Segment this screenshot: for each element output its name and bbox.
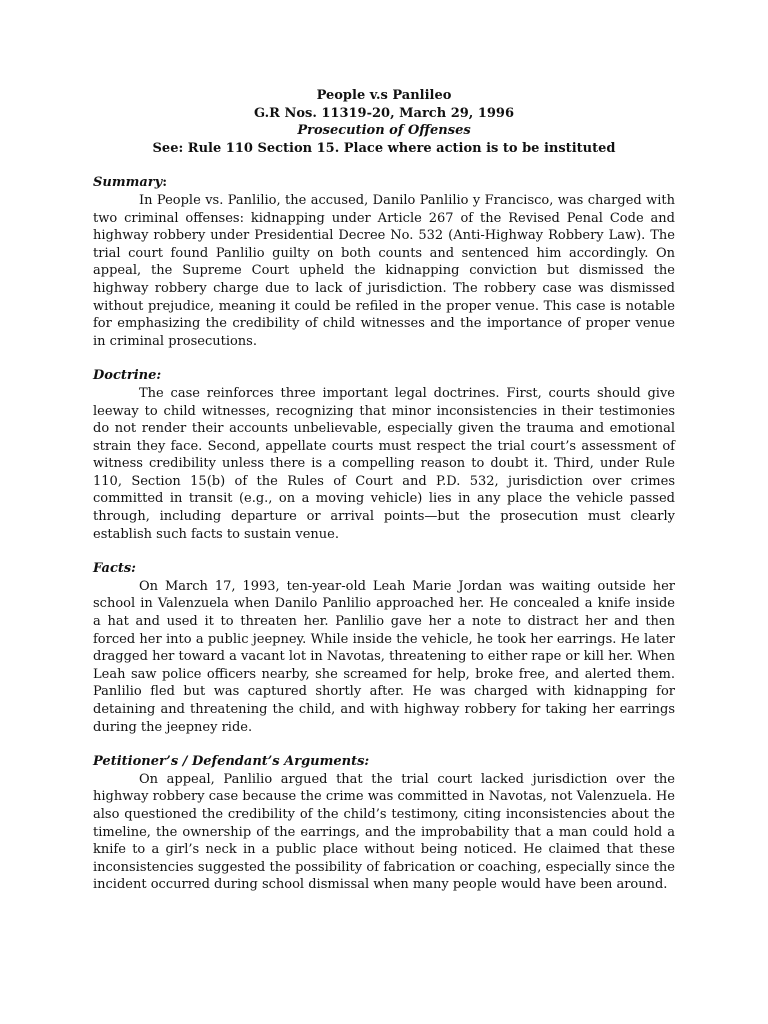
- document-header: [93, 87, 675, 157]
- document-page: [93, 87, 675, 894]
- doctrine-heading: Doctrine:: [93, 368, 162, 384]
- rule-reference: See: Rule 110 Section 15. Place where action is to be instituted: [152, 140, 616, 156]
- doctrine-paragraph: The case reinforces three important legal doctrines. First, courts should give leeway to child witnesses, recognizing that minor inconsistencies in their testimonies do not render their accounts unbelievable, especially given the trauma and emotional strain they face. Second, appellate courts must respect the trial court’s assessment of witness credibility unless there is a compelling reason to doubt it. Third, under Rule 110, Section 15(b) of the Rules of Court and P.D. 532, jurisdiction over crimes committed in transit (e.g., on a moving vehicle) lies in any place the vehicle passed through, including departure or arrival points—but the prosecution must clearly establish such facts to sustain venue.: [93, 385, 675, 542]
- arguments-paragraph: On appeal, Panlilio argued that the trial court lacked jurisdiction over the highway robbery case because the crime was committed in Navotas, not Valenzuela. He also questioned the credibility of the child’s testimony, citing inconsistencies about the timeline, the ownership of the earrings, and the improbability that a man could hold a knife to a girl’s neck in a public place without being noticed. He claimed that these inconsistencies suggested the possibility of fabrication or coaching, especially since the incident occurred during school dismissal when many people would have been around.: [93, 771, 675, 893]
- facts-heading: Facts:: [93, 561, 136, 577]
- case-title: People v.s Panlileo: [316, 88, 452, 103]
- arguments-heading: Petitioner’s / Defendant’s Arguments:: [93, 754, 370, 770]
- summary-section: [93, 174, 675, 350]
- facts-paragraph: On March 17, 1993, ten-year-old Leah Marie Jordan was waiting outside her school in Valenzuela when Danilo Panlilio approached her. He concealed a knife inside a hat and used it to threaten her. Panlilio gave her a note to distract her and then forced her into a public jeepney. While inside the vehicle, he took her earrings. He later dragged her toward a vacant lot in Navotas, threatening to either rape or kill her. When Leah saw police officers nearby, she screamed for help, broke free, and alerted them. Panlilio fled but was captured shortly after. He was charged with kidnapping for detaining and threatening the child, and with highway robbery for taking her earrings during the jeepney ride.: [93, 578, 675, 735]
- summary-heading-colon: :: [162, 175, 167, 191]
- arguments-section: [93, 753, 675, 894]
- case-subject: Prosecution of Offenses: [297, 123, 471, 139]
- facts-section: [93, 560, 675, 736]
- summary-paragraph: In People vs. Panlilio, the accused, Danilo Panlilio y Francisco, was charged with two criminal offenses: kidnapping under Article 267 of the Revised Penal Code and highway robbery under Presidential Decree No. 532 (Anti-Highway Robbery Law). The trial court found Panlilio guilty on both counts and sentenced him accordingly. On appeal, the Supreme Court upheld the kidnapping conviction but dismissed the highway robbery charge due to lack of jurisdiction. The robbery case was dismissed without prejudice, meaning it could be refiled in the proper venue. This case is notable for emphasizing the credibility of child witnesses and the importance of proper venue in criminal prosecutions.: [93, 192, 675, 349]
- summary-heading-text: Summary: [93, 175, 163, 191]
- case-number: G.R Nos. 11319-20, March 29, 1996: [253, 105, 515, 121]
- summary-heading: [93, 174, 675, 192]
- doctrine-section: [93, 367, 675, 543]
